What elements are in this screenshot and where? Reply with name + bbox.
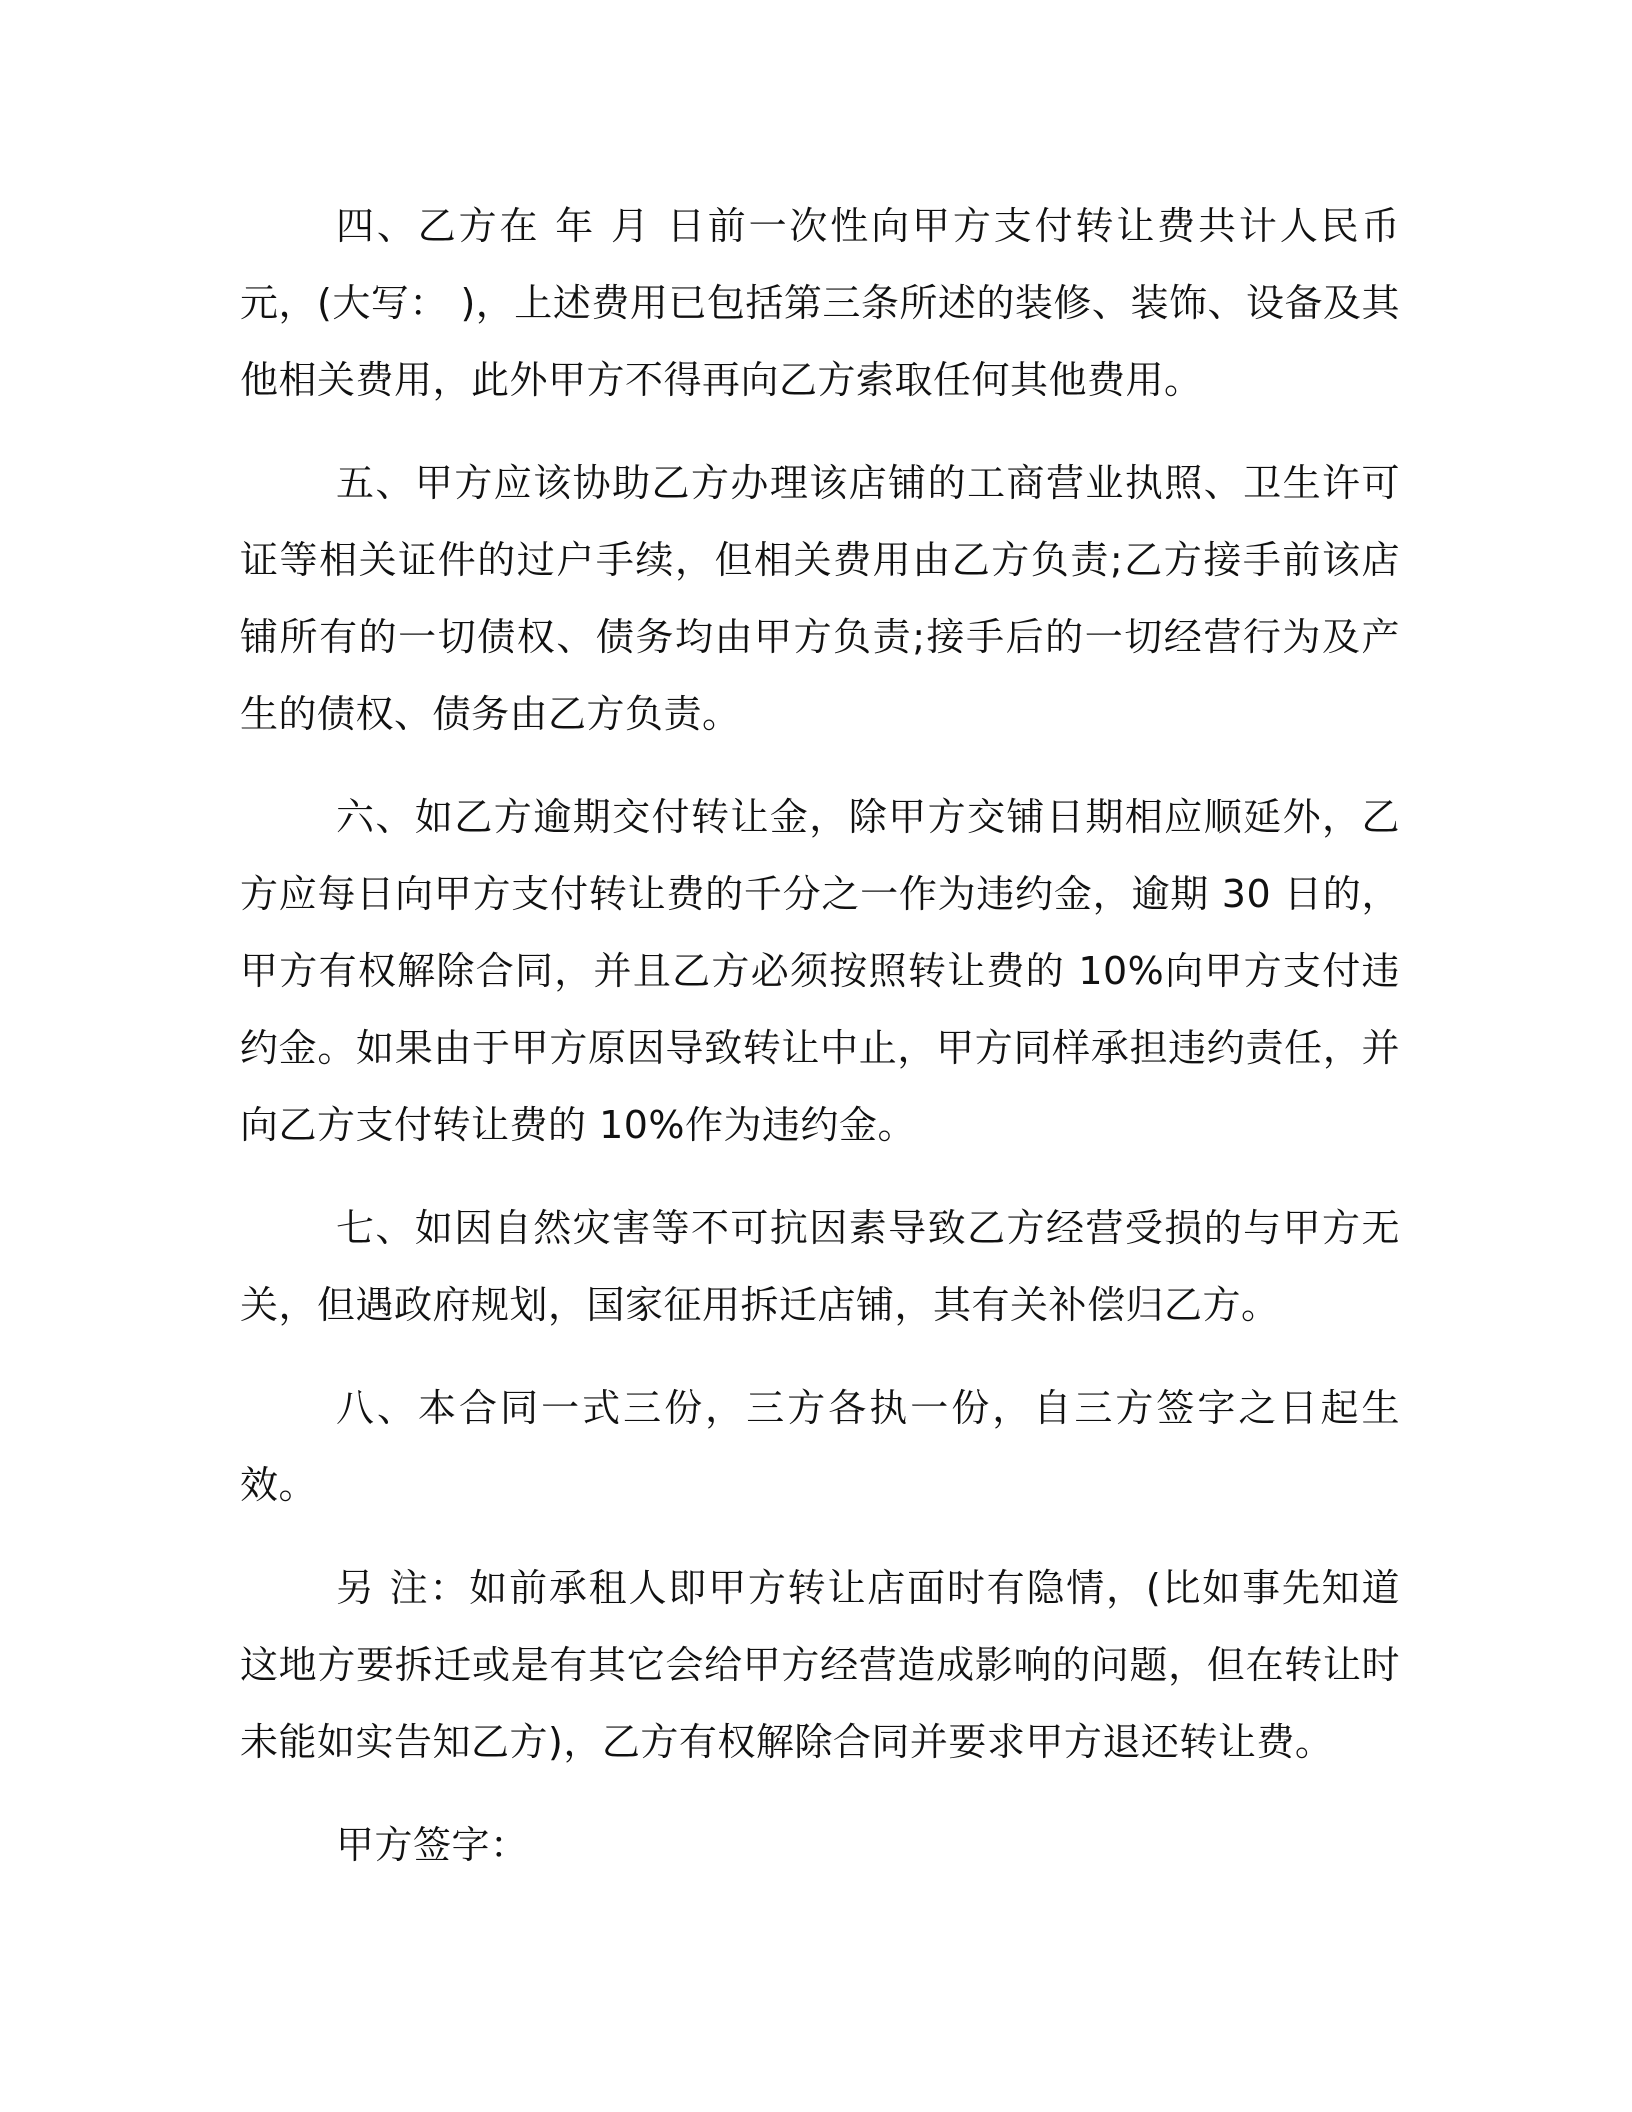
party-a-signature-label: 甲方签字： bbox=[336, 1823, 529, 1867]
document-body bbox=[240, 188, 1400, 1910]
clause-8-paragraph: 八、本合同一式三份，三方各执一份，自三方签字之日起生效。 bbox=[240, 1386, 1400, 1507]
note-paragraph: 另 注：如前承租人即甲方转让店面时有隐情，(比如事先知道这地方要拆迁或是有其它会给甲方经营造成影响的问题，但在转让时未能如实告知乙方)，乙方有权解除合同并要求甲方退还转让费。 bbox=[240, 1566, 1400, 1764]
clause-7-paragraph: 七、如因自然灾害等不可抗因素导致乙方经营受损的与甲方无关，但遇政府规划，国家征用拆迁店铺，其有关补偿归乙方。 bbox=[240, 1206, 1400, 1327]
clause-4-paragraph: 四、乙方在 年 月 日前一次性向甲方支付转让费共计人民币 元，(大写： )，上述费用已包括第三条所述的装修、装饰、设备及其他相关费用，此外甲方不得再向乙方索取任何其他费用。 bbox=[240, 204, 1400, 402]
clause-6-paragraph: 六、如乙方逾期交付转让金，除甲方交铺日期相应顺延外，乙方应每日向甲方支付转让费的千分之一作为违约金，逾期 30 日的，甲方有权解除合同，并且乙方必须按照转让费的 10%向甲方支付违约金。如果由于甲方原因导致转让中止，甲方同样承担违约责任，并向乙方支付转让费的 10%作为违约金。 bbox=[240, 795, 1400, 1147]
clause-5-paragraph: 五、甲方应该协助乙方办理该店铺的工商营业执照、卫生许可证等相关证件的过户手续，但相关费用由乙方负责;乙方接手前该店铺所有的一切债权、债务均由甲方负责;接手后的一切经营行为及产生的债权、债务由乙方负责。 bbox=[240, 461, 1400, 736]
